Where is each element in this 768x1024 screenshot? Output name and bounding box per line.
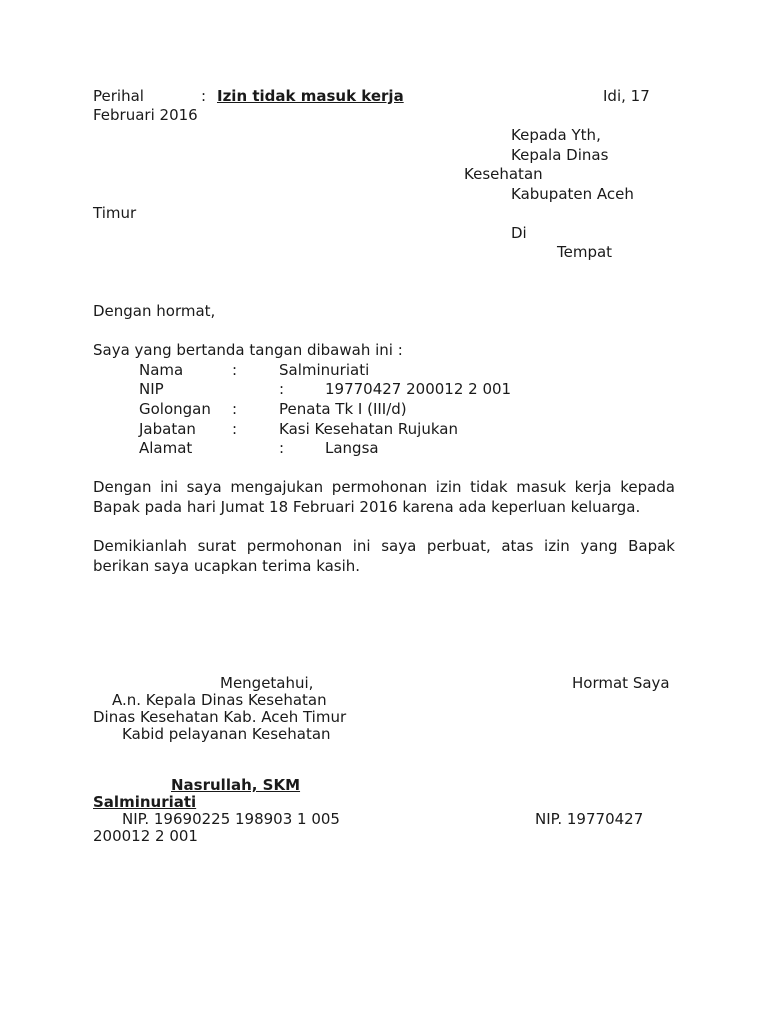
perihal-label: Perihal bbox=[93, 87, 144, 105]
agency-line: Dinas Kesehatan Kab. Aceh Timur bbox=[93, 708, 347, 726]
closing-paragraph bbox=[93, 537, 675, 576]
request-paragraph-line2: Bapak pada hari Jumat 18 Februari 2016 karena ada keperluan keluarga. bbox=[93, 497, 641, 516]
signer-right-nip-part2: 200012 2 001 bbox=[93, 827, 198, 845]
recipient-line6: Di bbox=[511, 224, 527, 242]
recipient-line3: Kesehatan bbox=[464, 165, 543, 183]
field-colon-nip: : bbox=[279, 380, 285, 398]
regards-label: Hormat Saya bbox=[572, 674, 670, 692]
field-value-golongan: Penata Tk I (III/d) bbox=[279, 400, 407, 418]
greeting: Dengan hormat, bbox=[93, 302, 216, 320]
perihal-colon: : bbox=[201, 87, 207, 105]
signer-right-name: Salminuriati bbox=[93, 793, 197, 811]
signer-left-nip: NIP. 19690225 198903 1 005 bbox=[122, 810, 340, 828]
on-behalf-line: A.n. Kepala Dinas Kesehatan bbox=[112, 691, 327, 709]
recipient-line1: Kepada Yth, bbox=[511, 126, 601, 144]
recipient-line5: Timur bbox=[93, 204, 137, 222]
field-label-nama: Nama bbox=[139, 361, 184, 379]
closing-paragraph-line2: berikan saya ucapkan terima kasih. bbox=[93, 556, 361, 575]
field-label-nip: NIP bbox=[139, 380, 164, 398]
signer-left-name: Nasrullah, SKM bbox=[171, 776, 301, 794]
request-paragraph bbox=[93, 478, 675, 517]
closing-paragraph-line1: Demikianlah surat permohonan ini saya perbuat, atas izin yang Bapak bbox=[93, 537, 675, 555]
field-colon-jabatan: : bbox=[232, 420, 238, 438]
field-colon-alamat: : bbox=[279, 439, 285, 457]
field-value-alamat: Langsa bbox=[325, 439, 379, 457]
recipient-line2: Kepala Dinas bbox=[511, 146, 609, 164]
field-colon-nama: : bbox=[232, 361, 238, 379]
recipient-line4: Kabupaten Aceh bbox=[511, 185, 634, 203]
field-label-golongan: Golongan bbox=[139, 400, 211, 418]
field-value-nama: Salminuriati bbox=[279, 361, 370, 379]
letter-date-part1: Idi, 17 bbox=[603, 87, 650, 105]
field-label-alamat: Alamat bbox=[139, 439, 193, 457]
request-paragraph-line1: Dengan ini saya mengajukan permohonan izin tidak masuk kerja kepada bbox=[93, 478, 675, 496]
field-colon-golongan: : bbox=[232, 400, 238, 418]
letter-date-part2: Februari 2016 bbox=[93, 106, 198, 124]
position-line: Kabid pelayanan Kesehatan bbox=[122, 725, 331, 743]
intro-line: Saya yang bertanda tangan dibawah ini : bbox=[93, 341, 403, 359]
field-label-jabatan: Jabatan bbox=[139, 420, 196, 438]
signer-right-nip-part1: NIP. 19770427 bbox=[535, 810, 644, 828]
recipient-line7: Tempat bbox=[557, 243, 613, 261]
field-value-nip: 19770427 200012 2 001 bbox=[325, 380, 512, 398]
field-value-jabatan: Kasi Kesehatan Rujukan bbox=[279, 420, 458, 438]
acknowledged-label: Mengetahui, bbox=[220, 674, 314, 692]
perihal-value: Izin tidak masuk kerja bbox=[217, 87, 404, 105]
